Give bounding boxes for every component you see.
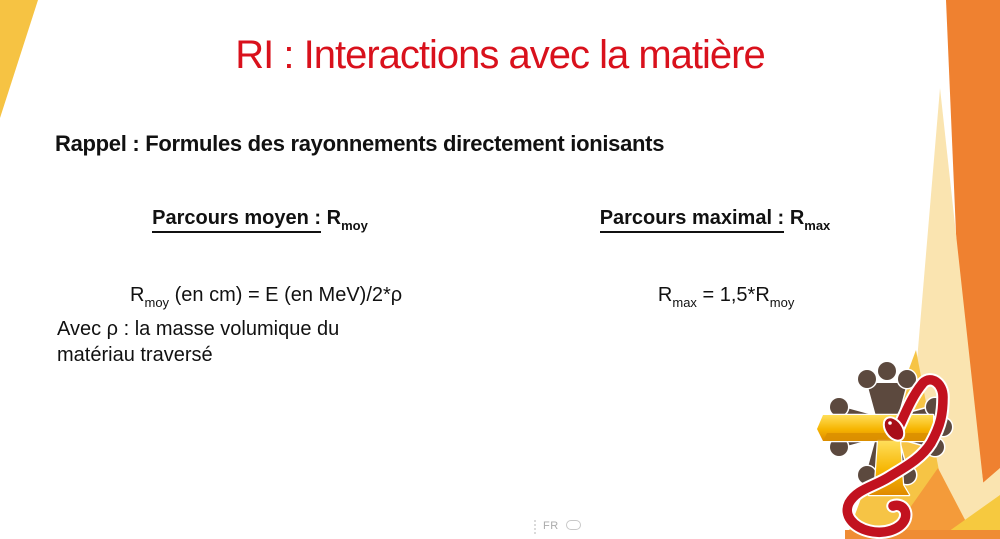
right-heading-underlined-text: Parcours maximal : xyxy=(600,207,785,233)
left-heading-underlined-text: Parcours moyen : xyxy=(152,207,321,233)
language-indicator[interactable] xyxy=(534,518,581,534)
slide-title: RI : Interactions avec la matière xyxy=(235,33,765,77)
right-column-heading xyxy=(555,207,875,233)
left-column-heading xyxy=(100,207,420,233)
left-formula-body: (en cm) = E (en MeV)/2* xyxy=(169,284,391,306)
rho-definition-note xyxy=(57,316,387,368)
right-heading-subscript: max xyxy=(804,218,831,233)
note-line1: Avec ρ : la masse volumique du xyxy=(57,318,340,340)
language-label: FR xyxy=(543,520,559,532)
left-formula-rho: ρ xyxy=(390,284,403,306)
left-heading-symbol: R xyxy=(326,207,342,229)
left-heading-subscript: moy xyxy=(341,218,368,233)
right-formula-body: = 1,5* xyxy=(696,284,756,306)
right-formula-subscript2: moy xyxy=(769,295,795,310)
right-formula-symbol: R xyxy=(657,284,673,306)
note-line2: matériau traversé xyxy=(57,344,213,366)
left-formula-subscript: moy xyxy=(144,295,170,310)
grip-dots-icon xyxy=(534,518,536,534)
right-formula-subscript: max xyxy=(672,295,697,310)
status-oval-icon xyxy=(566,520,581,530)
right-formula-symbol2: R xyxy=(755,284,770,306)
right-heading-symbol: R xyxy=(789,207,805,229)
slide-subtitle: Rappel : Formules des rayonnements directement ionisants xyxy=(55,131,665,156)
left-formula-symbol: R xyxy=(130,284,145,306)
right-formula xyxy=(555,261,875,333)
occitan-cross-toulouse-logo xyxy=(793,349,981,539)
